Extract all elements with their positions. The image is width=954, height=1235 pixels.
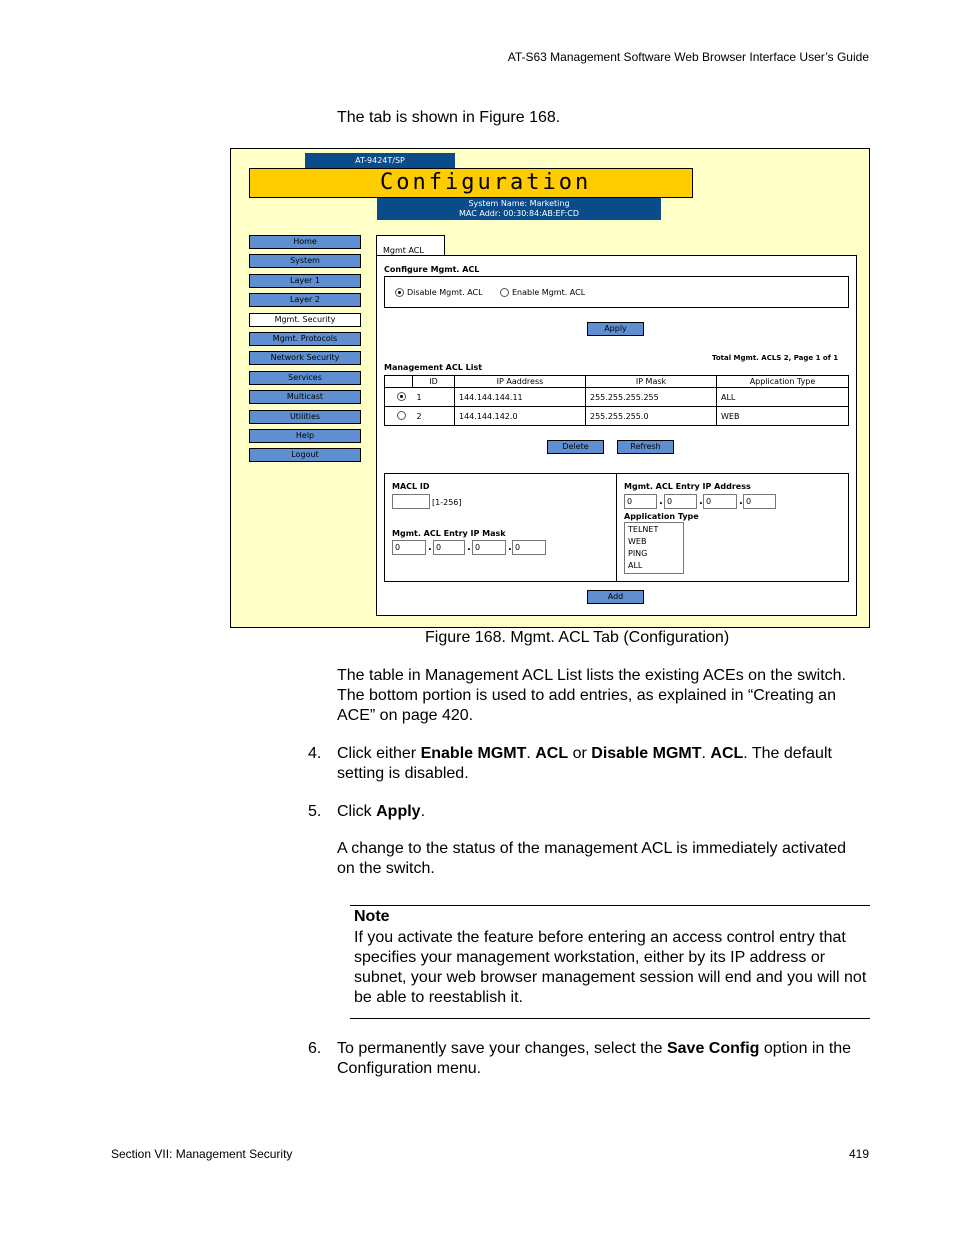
app-type-label: Application Type — [624, 512, 699, 521]
column-header: Application Type — [717, 376, 849, 388]
row-select-radio[interactable] — [397, 411, 406, 420]
bold-run: ACL — [710, 745, 744, 762]
configure-label: Configure Mgmt. ACL — [384, 265, 480, 274]
column-header: IP Mask — [586, 376, 717, 388]
ip-address-octet-2[interactable]: 0 — [664, 494, 697, 509]
nav-item-system[interactable]: System — [249, 254, 361, 268]
tab-mgmt-acl[interactable]: Mgmt ACL — [376, 235, 445, 257]
macl-id-range: [1-256] — [432, 498, 462, 507]
system-info — [377, 198, 661, 220]
nav-item-utilities[interactable]: Utilities — [249, 410, 361, 424]
ip-mask-octet-1[interactable]: 0 — [392, 540, 426, 555]
app-option[interactable]: TELNET — [628, 525, 659, 534]
row-ip: 144.144.144.11 — [455, 388, 586, 407]
add-button[interactable]: Add — [587, 590, 644, 604]
note-bottom-rule — [350, 1018, 870, 1019]
running-header: AT-S63 Management Software Web Browser Interface User’s Guide — [507, 50, 869, 64]
device-name: AT-9424T/SP — [305, 153, 455, 168]
nav-item-logout[interactable]: Logout — [249, 448, 361, 462]
footer-section: Section VII: Management Security — [111, 1147, 293, 1161]
macl-id-input[interactable] — [392, 494, 430, 509]
add-entry-divider — [616, 473, 617, 582]
text-run: Click either — [337, 745, 421, 762]
note-top-rule — [350, 905, 870, 906]
step-4-text — [337, 744, 869, 784]
row-select-radio[interactable] — [397, 392, 406, 401]
paragraph: A change to the status of the management ACL is immediately activated on the switch. — [337, 840, 847, 877]
app-option[interactable]: WEB — [628, 537, 647, 546]
mac-address: MAC Addr: 00:30:84:AB:EF:CD — [459, 209, 579, 218]
octet-separator: . — [467, 542, 471, 553]
text-run: Click — [337, 803, 377, 820]
acl-table — [384, 375, 849, 426]
note-title: Note — [354, 908, 390, 925]
system-name: System Name: Marketing — [468, 199, 570, 208]
ip-address-octet-1[interactable]: 0 — [624, 494, 657, 509]
disable-radio[interactable] — [395, 288, 404, 297]
row-ip: 144.144.142.0 — [455, 407, 586, 426]
nav-item-layer-1[interactable]: Layer 1 — [249, 274, 361, 288]
ip-mask-label: Mgmt. ACL Entry IP Mask — [392, 529, 506, 538]
intro-text: The tab is shown in Figure 168. — [337, 109, 561, 126]
step-5-text — [337, 802, 425, 822]
macl-id-label: MACL ID — [392, 482, 430, 491]
ip-mask-octet-2[interactable]: 0 — [433, 540, 465, 555]
bold-run: ACL — [535, 745, 569, 762]
octet-separator: . — [428, 542, 432, 553]
column-header: IP Aaddress — [455, 376, 586, 388]
text-run: To permanently save your changes, select the — [337, 1040, 667, 1057]
row-app: ALL — [717, 388, 849, 407]
text-run: . — [420, 803, 426, 820]
app-type-listbox[interactable] — [624, 522, 684, 574]
figure-screenshot — [230, 148, 870, 628]
nav-item-multicast[interactable]: Multicast — [249, 390, 361, 404]
paragraph: The table in Management ACL List lists the existing ACEs on the switch. The bottom portion is used to add entries, as explained in “Creating an ACE” on page 420. — [337, 667, 846, 724]
octet-separator: . — [659, 496, 663, 507]
nav-item-mgmt-security[interactable]: Mgmt. Security — [249, 313, 361, 327]
text-run: . — [701, 745, 711, 762]
row-app: WEB — [717, 407, 849, 426]
step-number: 4. — [308, 745, 322, 762]
bold-run: Disable MGMT — [591, 745, 702, 762]
ip-mask-octet-3[interactable]: 0 — [472, 540, 506, 555]
octet-separator: . — [508, 542, 512, 553]
app-option[interactable]: PING — [628, 549, 648, 558]
ip-address-octet-3[interactable]: 0 — [703, 494, 737, 509]
step-number: 6. — [308, 1040, 322, 1057]
table-row — [385, 388, 849, 407]
figure-caption: Figure 168. Mgmt. ACL Tab (Configuration) — [425, 629, 730, 646]
text-run: . — [526, 745, 536, 762]
refresh-button[interactable]: Refresh — [617, 440, 674, 454]
enable-radio[interactable] — [500, 288, 509, 297]
apply-button[interactable]: Apply — [587, 322, 644, 336]
disable-label: Disable Mgmt. ACL — [407, 288, 483, 297]
nav-item-help[interactable]: Help — [249, 429, 361, 443]
nav-item-home[interactable]: Home — [249, 235, 361, 249]
bold-run: Save Config — [666, 1040, 760, 1057]
configuration-title: Configuration — [380, 170, 592, 195]
row-mask: 255.255.255.0 — [586, 407, 717, 426]
total-count: Total Mgmt. ACLS 2, Page 1 of 1 — [712, 354, 839, 362]
text-run: . The default setting is disabled. — [337, 745, 832, 782]
nav-item-mgmt-protocols[interactable]: Mgmt. Protocols — [249, 332, 361, 346]
acl-list-label: Management ACL List — [384, 363, 483, 372]
octet-separator: . — [739, 496, 743, 507]
row-id: 1 — [413, 388, 455, 407]
step-6-text — [337, 1039, 869, 1079]
select-column-header — [385, 376, 413, 388]
nav-item-services[interactable]: Services — [249, 371, 361, 385]
step-number: 5. — [308, 803, 322, 820]
octet-separator: . — [699, 496, 703, 507]
configuration-banner — [249, 168, 693, 198]
row-mask: 255.255.255.255 — [586, 388, 717, 407]
enable-label: Enable Mgmt. ACL — [512, 288, 586, 297]
text-run: or — [568, 745, 592, 762]
nav-item-network-security[interactable]: Network Security — [249, 351, 361, 365]
app-option[interactable]: ALL — [628, 561, 643, 570]
ip-mask-octet-4[interactable]: 0 — [512, 540, 546, 555]
ip-address-octet-4[interactable]: 0 — [743, 494, 776, 509]
column-header: ID — [413, 376, 455, 388]
delete-button[interactable]: Delete — [547, 440, 604, 454]
ip-address-label: Mgmt. ACL Entry IP Address — [624, 482, 751, 491]
note-text: If you activate the feature before entering an access control entry that specifies your management workstation, either by its IP address or subnet, your web browser management session will end and you will not be able to reestablish it. — [354, 929, 867, 1006]
row-id: 2 — [413, 407, 455, 426]
bold-run: Enable MGMT — [420, 745, 527, 762]
text-run: option in the Configuration menu. — [337, 1040, 852, 1077]
page-number: 419 — [848, 1147, 869, 1161]
table-row — [385, 407, 849, 426]
nav-item-layer-2[interactable]: Layer 2 — [249, 293, 361, 307]
bold-run: Apply — [376, 803, 421, 820]
